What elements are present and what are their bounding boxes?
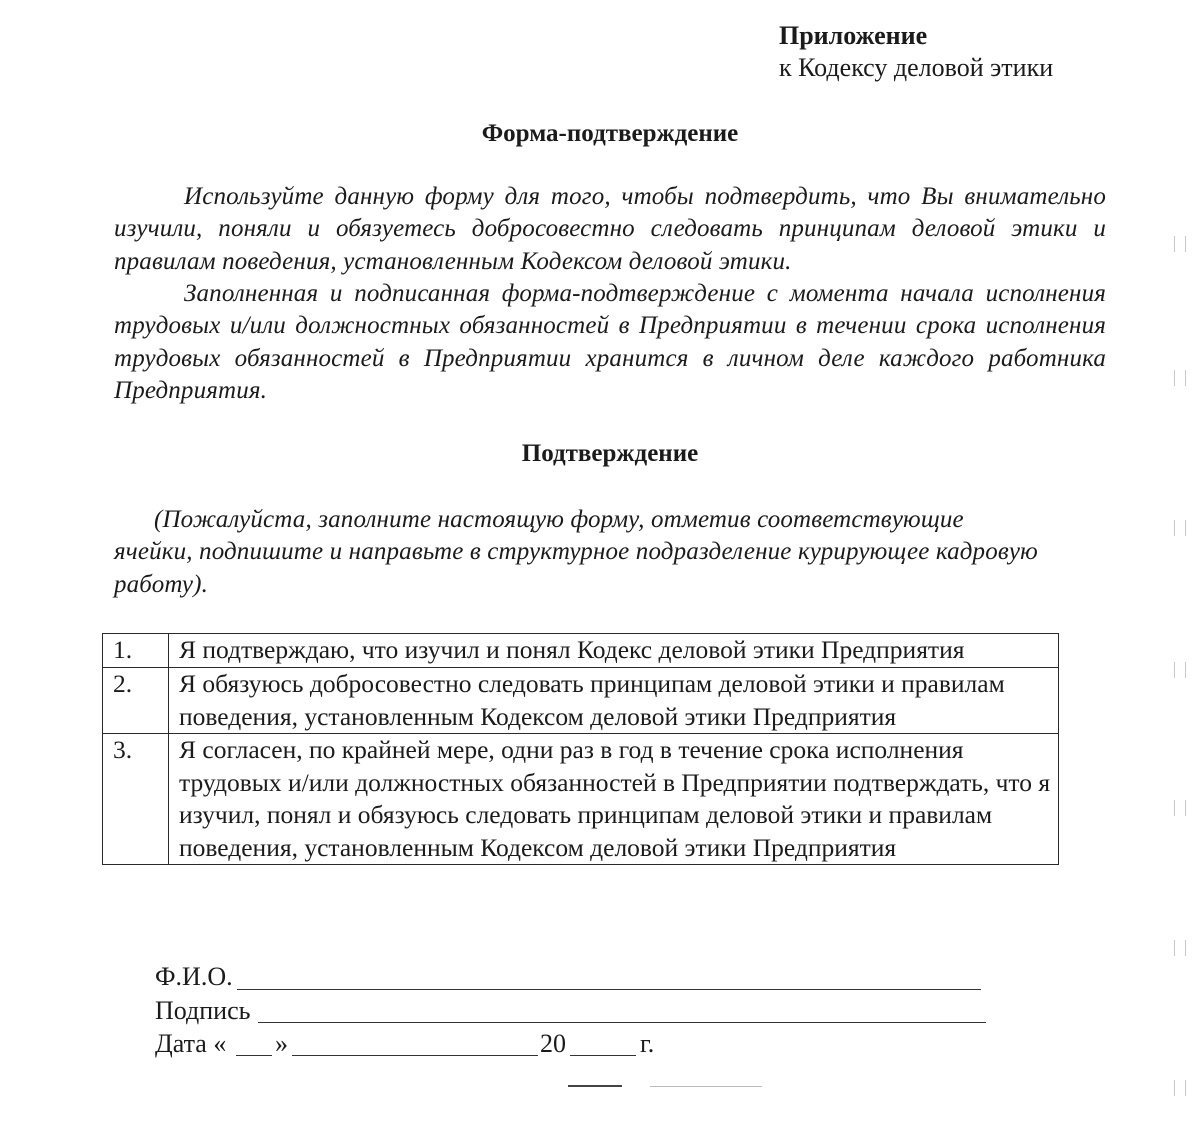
scan-mark [1174,236,1186,252]
confirmation-table [102,633,1059,865]
confirmation-title: Подтверждение [521,440,699,467]
footer-faint-line [650,1086,762,1087]
date-quote-close: » [275,1029,288,1058]
table-row [103,634,1059,668]
date-month-line[interactable] [292,1055,538,1056]
table-row [103,734,1059,865]
fio-line[interactable] [237,989,981,990]
signature-label: Подпись [155,996,251,1025]
row-number: 1. [103,634,169,668]
footer-dash [568,1085,622,1087]
row-text: Я согласен, по крайней мере, одни раз в год в течение срока исполнения трудовых и/или должностных обязанностей в Предприятии подтверждать, что я изучил, понял и обязуюсь следовать принципам деловой этики и правилам поведения, установленным Кодексом деловой этики Предприятия [169,734,1059,865]
row-text: Я подтверждаю, что изучил и понял Кодекс деловой этики Предприятия [169,634,1059,668]
scan-mark [1174,370,1186,386]
appendix-header [779,20,1053,84]
row-number: 3. [103,734,169,865]
appendix-title: Приложение [779,21,928,50]
scan-mark [1174,940,1186,956]
appendix-subtitle: к Кодексу деловой этики [779,53,1054,82]
form-title: Форма-подтверждение [481,120,739,147]
fio-label: Ф.И.О. [155,962,233,991]
scan-mark [1174,800,1186,816]
year-suffix: г. [640,1029,655,1058]
row-text: Я обязуюсь добросовестно следовать принципам деловой этики и правилам поведения, установленным Кодексом деловой этики Предприятия [169,668,1059,734]
date-label: Дата « [155,1029,227,1058]
instruction-paragraph: (Пожалуйста, заполните настоящую форму, отметив соответствующие ячейки, подпишите и направьте в структурное подразделение курирующее кадровую работу). [114,506,1038,598]
intro-paragraph-1: Используйте данную форму для того, чтобы подтвердить, что Вы внимательно изучили, поняли и обязуетесь добросовестно следовать принципам деловой этики и правилам поведения, установленным Кодексом деловой этики. [114,183,1106,275]
scan-mark [1174,1080,1186,1096]
scan-mark [1174,662,1186,678]
intro-paragraph-2: Заполненная и подписанная форма-подтверждение с момента начала исполнения трудовых и/или должностных обязанностей в Предприятии в течении срока исполнения трудовых обязанностей в Предприятии хранится в личном деле каждого работника Предприятия. [114,280,1106,404]
year-line[interactable] [570,1055,636,1056]
scan-mark [1174,520,1186,536]
row-number: 2. [103,668,169,734]
year-prefix: 20 [540,1029,566,1058]
table-row [103,668,1059,734]
signature-line[interactable] [258,1022,986,1023]
date-day-line[interactable] [236,1055,272,1056]
